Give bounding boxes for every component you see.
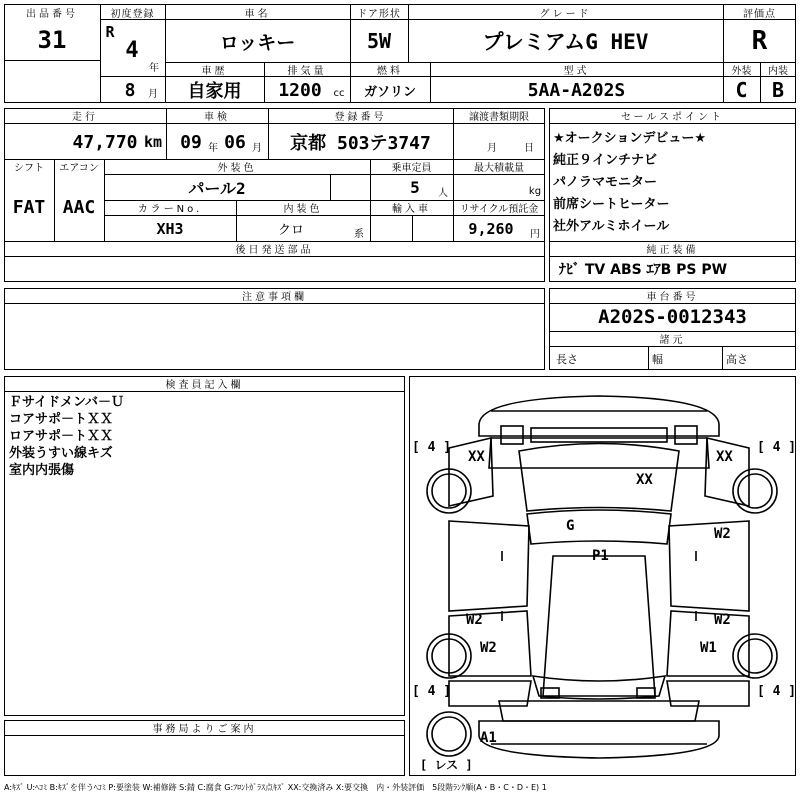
interior-value: B [771,78,785,102]
fuel-value: ガソリン [363,84,416,100]
damage-mark: XX [468,449,485,465]
reg-month: 8 [124,79,136,101]
inspector-note: 外装うすい線キズ [9,446,113,461]
model-label: 型式 [563,66,590,77]
chassis-value: A202S-0012343 [598,306,747,328]
displacement-value: 1200 [278,79,322,101]
lot-value: 31 [37,26,67,54]
spare-tire: [ レス ] [420,758,473,772]
legend-text: A:ｷｽﾞ U:ﾍｺﾐ B:ｷｽﾞを伴うﾍｺﾐ P:要塗装 W:補修跡 S:錆 C:腐食 G:ﾌﾛﾝﾄｶﾞﾗｽ点ｷｽﾞ XX:交換済み X:要交換 内・外装評価 5段階ﾗﾝｸ順(A・B・C・D・E) 1 [4,783,547,792]
sales-point-item: パノラマモニター [553,175,658,190]
plate-label: 登録番号 [334,112,387,123]
inspector-label: 検査員記入欄 [165,380,244,391]
capacity-label: 乗車定員 [391,163,432,174]
equipment-label: 純正装備 [646,245,699,256]
later-parts-label: 後日発送部品 [235,245,314,256]
door-label: ドア形状 [357,8,401,20]
mileage-value: 47,770 [72,131,138,153]
car-name-label: 車名 [244,8,271,20]
score-value: R [751,26,768,56]
inspection-label: 車検 [204,112,230,123]
era: R [105,23,115,41]
recycle-value: 9,260 [468,219,514,238]
inspection-year: 09 [180,131,202,153]
shift-label: シフト [14,163,44,174]
mileage-unit: km [143,133,163,151]
notes-label: 注意事項欄 [242,292,307,303]
interior-color-unit: 系 [354,228,364,240]
chassis-label: 車台番号 [646,292,699,303]
displacement-label: 排気量 [287,66,327,77]
transfer-month-unit: 月 [487,142,497,154]
lot-label: 出品番号 [26,8,78,20]
reg-month-unit: 月 [148,88,158,100]
damage-mark: W2 [466,612,483,628]
inspector-note: コアサポ－トＸＸ [9,412,114,427]
exterior-value: C [735,78,748,102]
plate-value: 京都 503テ3747 [290,133,431,154]
damage-mark: W2 [714,612,731,628]
interior-color-label: 内装色 [283,204,323,215]
damage-mark: XX [716,449,733,465]
damage-mark: P1 [592,548,609,564]
interior-label: 内装 [768,66,788,77]
inspection-year-unit: 年 [208,142,218,154]
sales-point-item: 社外アルミホイール [553,219,670,234]
model-value: 5AA-A202S [527,79,626,101]
tread-rear-left: [ 4 ] [412,684,452,699]
grade-label: グレード [539,8,592,20]
inspector-note: Ｆサイドメンバ－Ｕ [9,395,125,410]
inspector-note: 室内内張傷 [9,463,75,478]
history-label: 車歴 [201,66,228,77]
door-value: 5W [366,29,392,53]
damage-mark: W2 [480,640,497,656]
sales-point-item: ★オークションデビュー★ [553,131,707,146]
damage-mark: W1 [700,640,717,656]
sales-points-label: セールスポイント [620,112,725,123]
grade-value: プレミアムG HEV [482,30,649,54]
color-no-value: XH3 [156,219,184,238]
length-label: 長さ [556,353,578,366]
width-label: 幅 [652,353,663,366]
spec-label: 諸元 [659,335,686,346]
load-unit: kg [528,185,542,197]
sales-point-item: 純正９インチナビ [553,153,658,168]
inspector-note: ロアサポ－トＸＸ [9,429,114,444]
reg-year: 4 [125,37,139,63]
displacement-unit: cc [333,87,345,99]
exterior-label: 外装 [731,66,752,77]
damage-mark: W2 [714,526,731,542]
history-value: 自家用 [187,81,242,102]
recycle-label: リサイクル預託金 [459,204,539,215]
transfer-label: 譲渡書類期限 [469,112,529,123]
color-label: 外装色 [217,163,257,174]
inspection-month-unit: 月 [252,142,262,154]
sales-point-item: 前席シートヒーター [553,197,670,212]
height-label: 高さ [726,353,748,366]
reg-year-unit: 年 [149,62,159,74]
equipment-value: ﾅﾋﾞ TV ABS ｴｱB PS PW [559,262,728,278]
first-reg-label: 初度登録 [110,8,155,20]
color-value: パール2 [188,179,246,198]
capacity-value: 5 [410,178,420,197]
tread-front-right: [ 4 ] [757,440,797,455]
ac-value: AAC [62,197,96,218]
fuel-label: 燃料 [377,66,403,77]
car-name-value: ロッキー [219,31,296,54]
car-outline [409,376,796,776]
damage-mark: G [566,518,575,534]
tread-rear-right: [ 4 ] [757,684,797,699]
ac-label: エアコン [59,163,99,174]
transfer-day-unit: 日 [524,142,534,154]
load-label: 最大積載量 [474,163,524,174]
shift-value: FAT [12,197,46,218]
import-label: 輸入車 [392,204,431,215]
damage-mark: XX [636,472,653,488]
score-label: 評価点 [743,8,776,20]
mileage-label: 走行 [72,112,98,123]
recycle-unit: 円 [530,228,540,240]
inspection-month: 06 [224,131,246,153]
interior-color-value: クロ [277,223,304,238]
office-label: 事務局よりご案内 [152,724,257,735]
capacity-unit: 人 [438,187,448,199]
tread-front-left: [ 4 ] [412,440,452,455]
color-no-label: カラーNo. [137,204,203,215]
damage-mark: A1 [480,730,497,746]
